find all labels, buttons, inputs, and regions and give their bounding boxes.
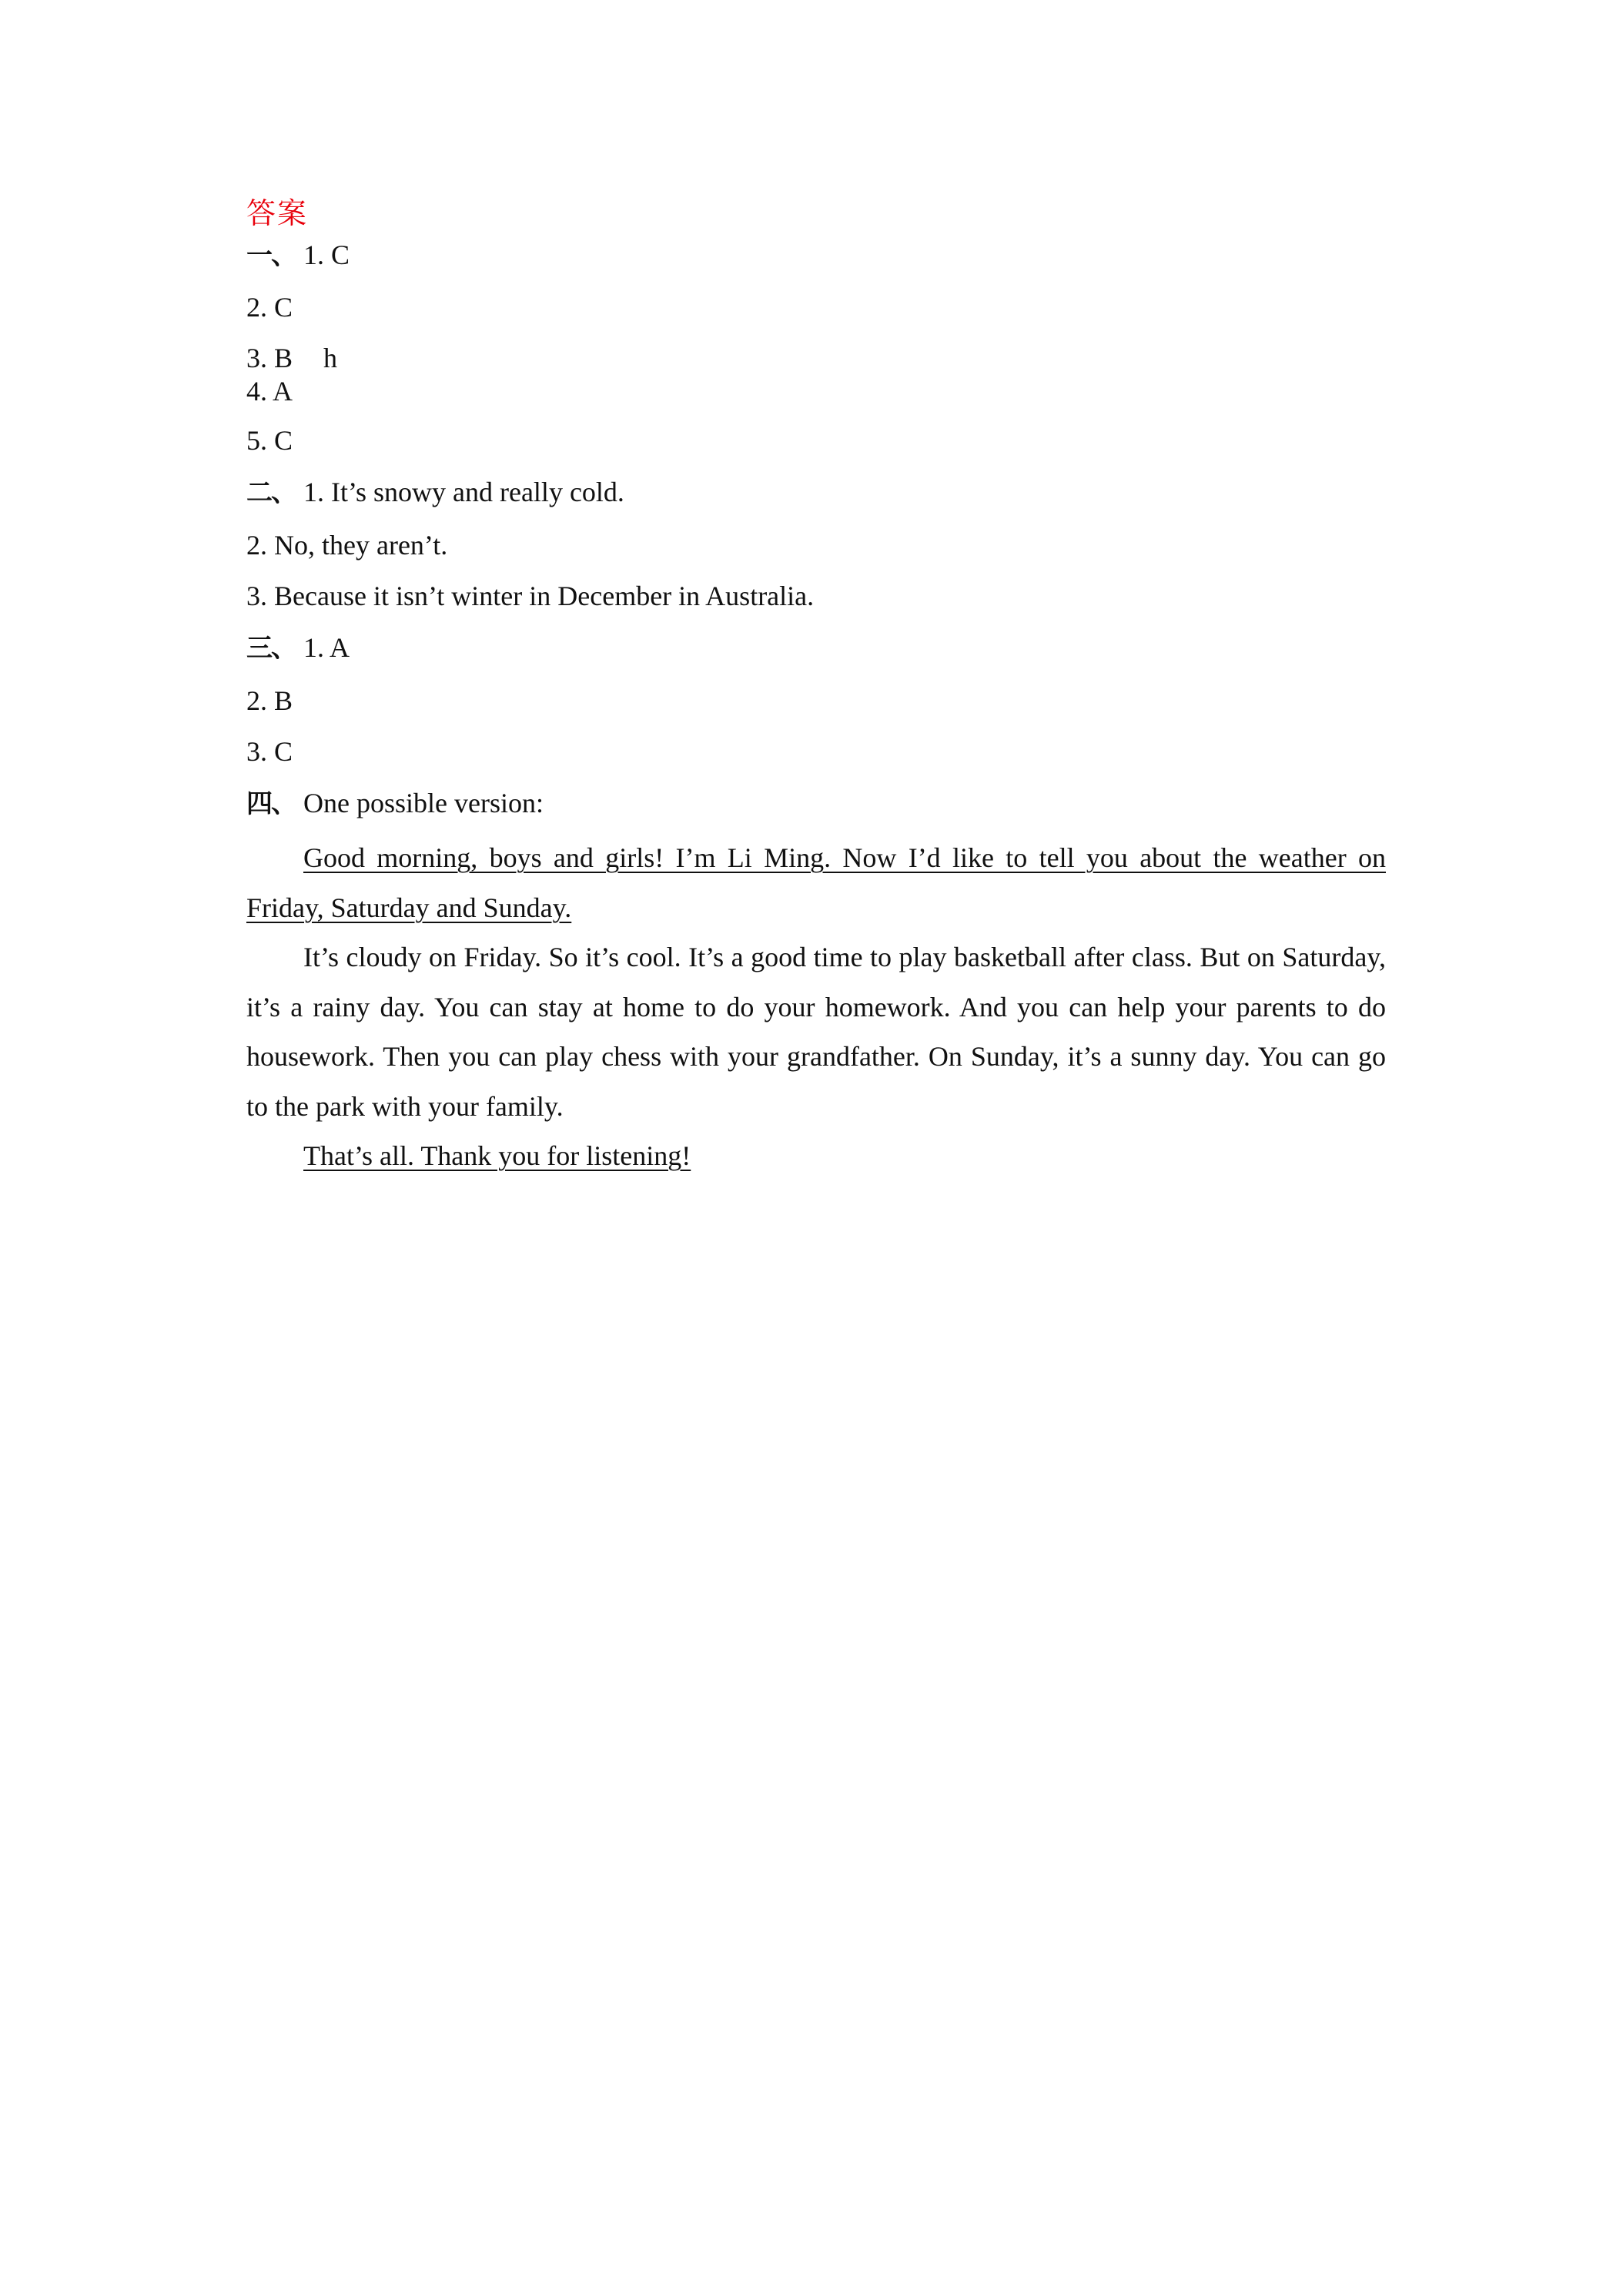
section-two-item-3: 3. Because it isn’t winter in December in Australia.	[246, 581, 815, 611]
section-two-item-1	[246, 475, 624, 510]
section-three-item-2: 2. B	[246, 685, 293, 716]
answer-text: 1. It’s snowy and really cold.	[303, 477, 624, 507]
essay-opening	[246, 833, 1386, 932]
page-title: 答案	[246, 198, 309, 230]
answer-text: 1. C	[303, 239, 350, 270]
section-two-marker: 二、	[246, 477, 296, 508]
essay-closing-text: That’s all. Thank you for listening!	[303, 1140, 691, 1171]
section-one-item-3	[246, 341, 337, 375]
answer-text: 3. B	[246, 343, 293, 373]
section-one-marker: 一、	[246, 240, 296, 271]
section-three-marker: 三、	[246, 633, 296, 664]
section-one-item-2: 2. C	[246, 292, 293, 323]
essay-body: It’s cloudy on Friday. So it’s cool. It’s a good time to play basketball after class. But on Saturday, it’s a rainy day. You can stay at home to do your homework. And you can help your parents to do housework. Then you can play chess with your grandfather. On Sunday, it’s a sunny day. You can go to the park with your family.	[246, 942, 1386, 1122]
section-three-item-3: 3. C	[246, 736, 293, 767]
stray-character: h	[323, 343, 338, 373]
section-three-item-1	[246, 631, 350, 665]
section-four-marker: 四、	[246, 788, 296, 819]
section-one-item-1	[246, 238, 350, 273]
essay-opening-text: Good morning, boys and girls! I’m Li Ming. Now I’d like to tell you about the weather on Friday, Saturday and Sunday.	[246, 842, 1386, 923]
intro-text: One possible version:	[303, 788, 544, 818]
section-four-intro	[246, 786, 544, 821]
essay-closing	[246, 1131, 1386, 1181]
section-one-item-5: 5. C	[246, 425, 293, 456]
section-one-item-4: 4. A	[246, 376, 293, 407]
answer-text: 1. A	[303, 632, 350, 663]
section-two-item-2: 2. No, they aren’t.	[246, 530, 448, 561]
